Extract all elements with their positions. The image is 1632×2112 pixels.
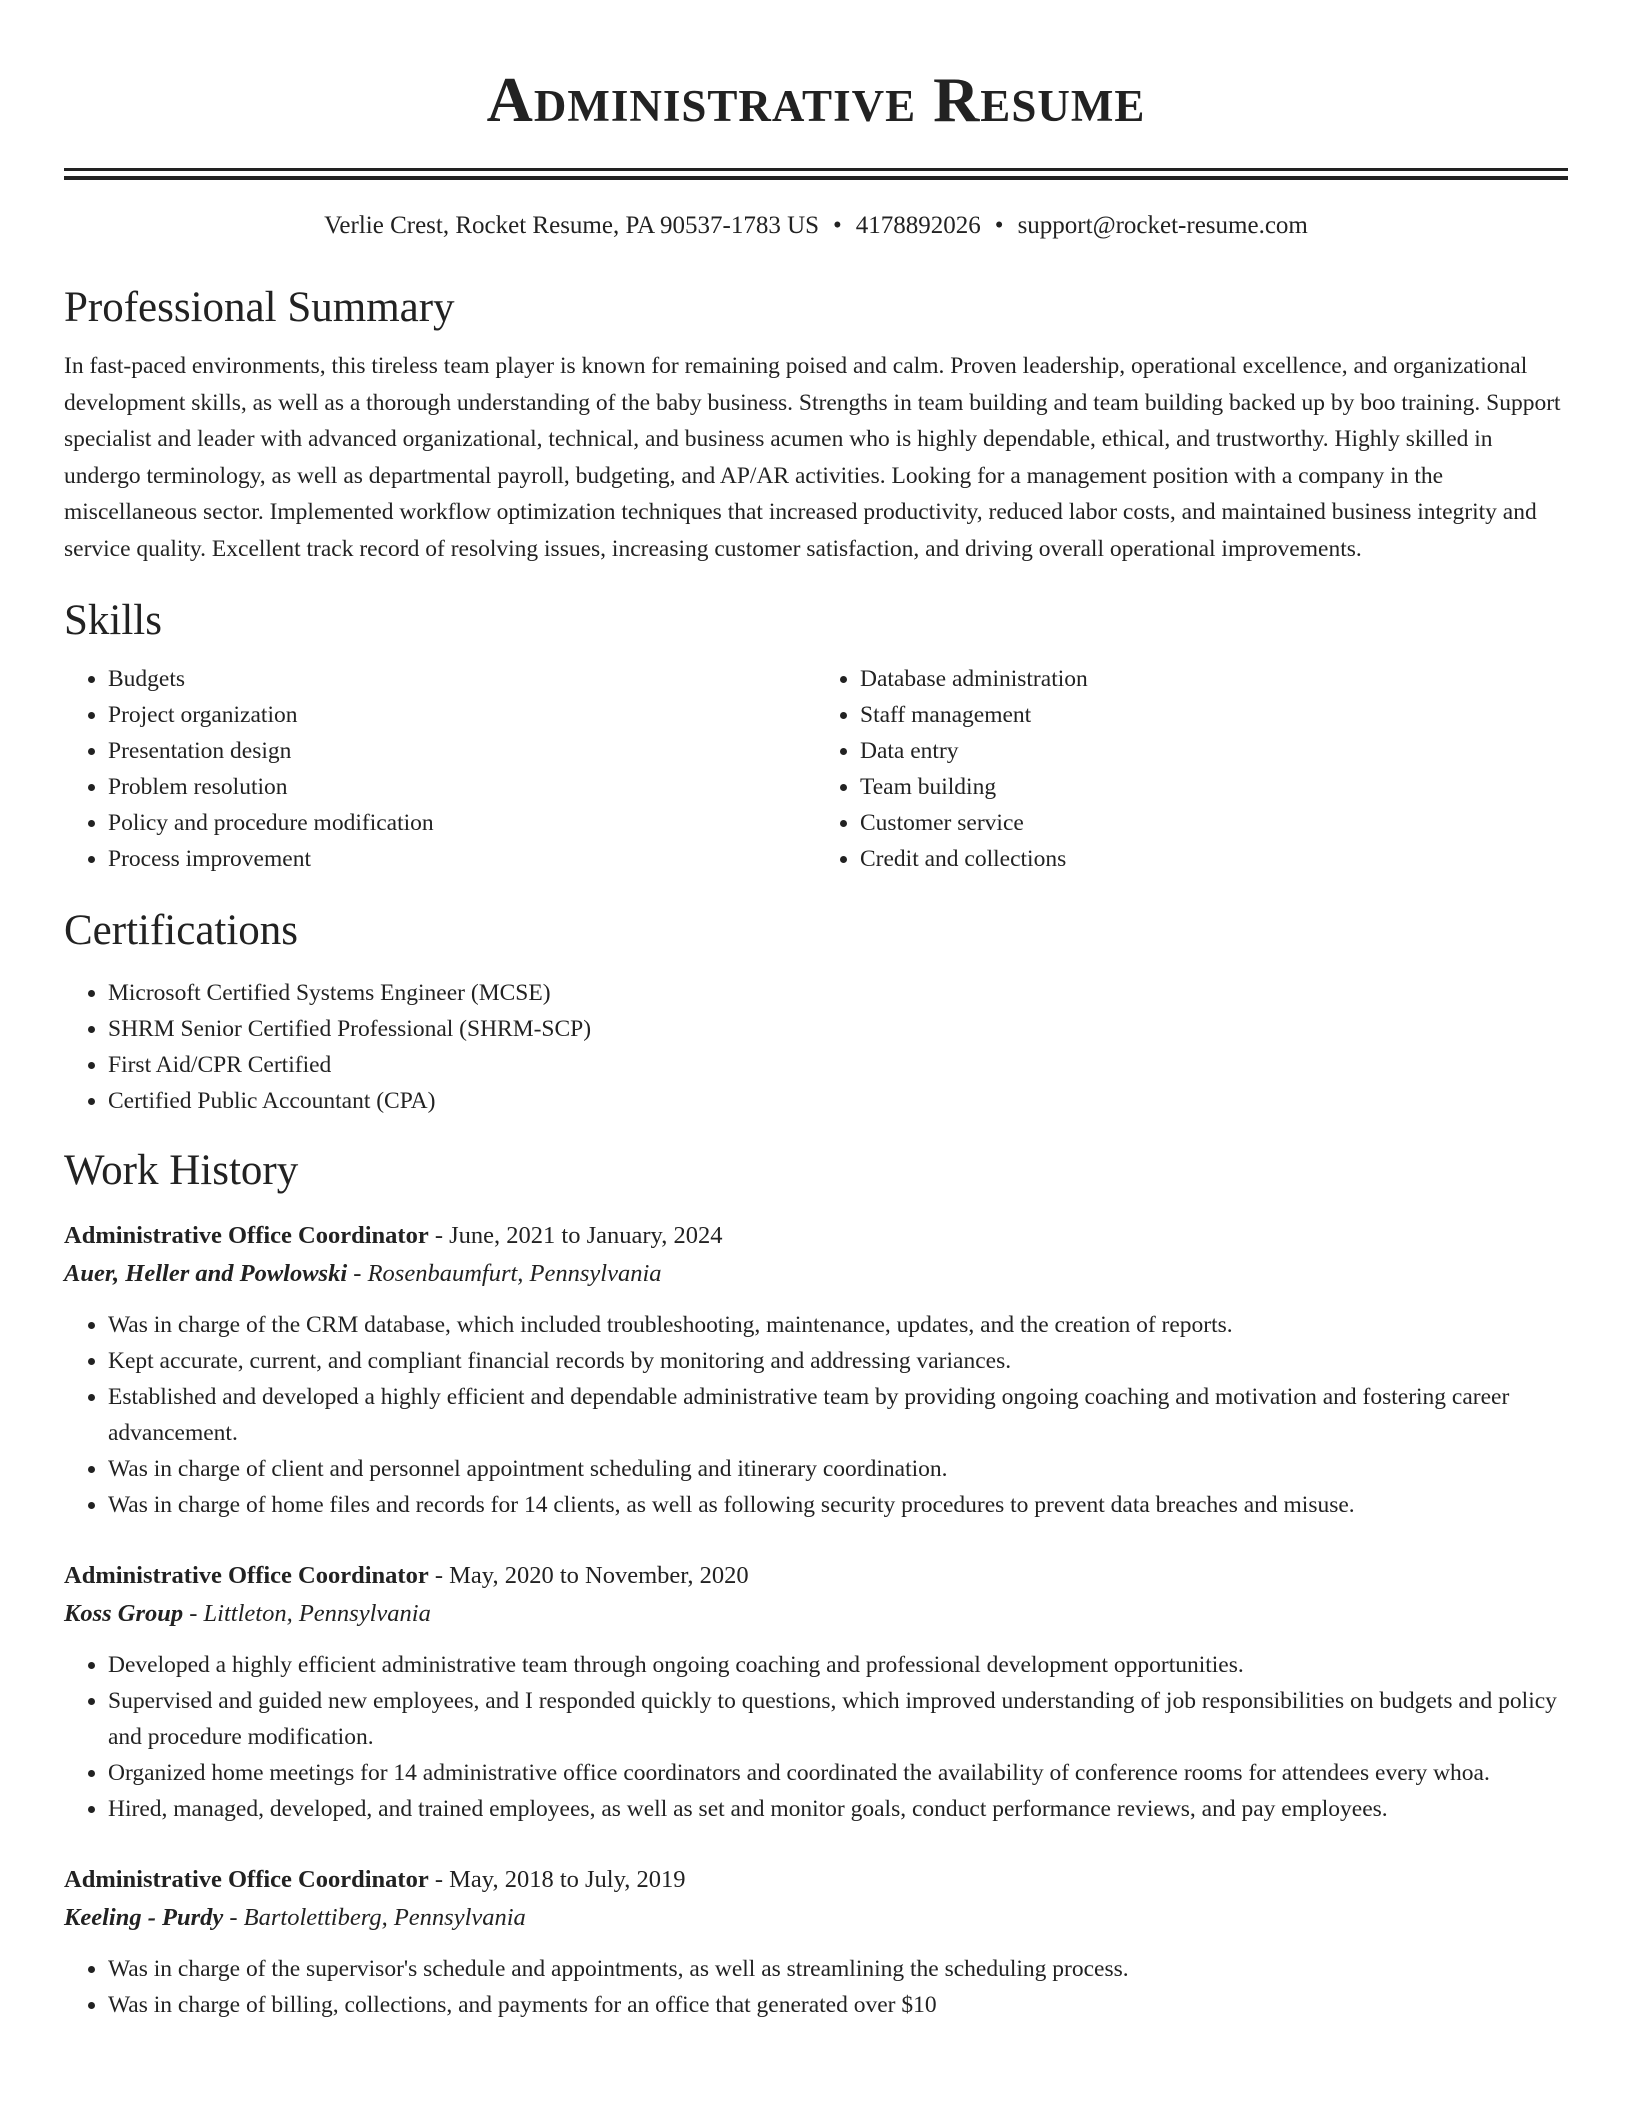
- page-title: Administrative Resume: [486, 64, 1146, 135]
- job-bullets: [64, 1951, 1568, 2023]
- job-title: Administrative Office Coordinator: [64, 1866, 429, 1893]
- contact-separator: •: [994, 212, 1004, 239]
- job-entry: [64, 1557, 1568, 1827]
- job-company: Koss Group: [64, 1600, 184, 1627]
- skills-columns: [64, 661, 1568, 877]
- job-company-line: [64, 1255, 1568, 1293]
- job-bullet: • Kept accurate, current, and compliant financial records by monitoring and addressing variances.: [108, 1343, 1568, 1379]
- job-bullet: • Was in charge of client and personnel appointment scheduling and itinerary coordination.: [108, 1451, 1568, 1487]
- work-history-heading: Work History: [64, 1147, 299, 1194]
- summary-heading: Professional Summary: [64, 284, 455, 331]
- job-location: - Bartolettiberg, Pennsylvania: [223, 1904, 526, 1931]
- job-title-line: [64, 1861, 1568, 1899]
- contact-address: Verlie Crest, Rocket Resume, PA 90537-1783 US: [324, 212, 820, 239]
- certifications-list: [64, 975, 1568, 1119]
- skill-item: • Budgets: [108, 661, 816, 697]
- job-company-line: [64, 1899, 1568, 1937]
- job-bullet: • Was in charge of the supervisor's schedule and appointments, as well as streamlining the scheduling process.: [108, 1951, 1568, 1987]
- skill-item: • Team building: [860, 769, 1568, 805]
- job-location: - Rosenbaumfurt, Pennsylvania: [347, 1260, 662, 1287]
- job-entry: [64, 1217, 1568, 1523]
- contact-separator: •: [833, 212, 842, 239]
- job-dates: - May, 2018 to July, 2019: [428, 1866, 686, 1893]
- certification-item: • Microsoft Certified Systems Engineer (MCSE): [108, 975, 1568, 1011]
- job-bullet: • Developed a highly efficient administrative team through ongoing coaching and professional development opportunities.: [108, 1647, 1568, 1683]
- job-company-line: [64, 1595, 1568, 1633]
- job-title-line: [64, 1557, 1568, 1595]
- contact-phone: 4178892026: [855, 212, 981, 239]
- title-divider-bottom: [64, 176, 1568, 180]
- skill-item: • Database administration: [860, 661, 1568, 697]
- skills-list-right: [816, 661, 1568, 877]
- job-bullets: [64, 1647, 1568, 1827]
- skills-list-left: [64, 661, 816, 877]
- certifications-heading: Certifications: [64, 907, 299, 954]
- job-bullet: • Organized home meetings for 14 administrative office coordinators and coordinated the availability of conference rooms for attendees every whoa.: [108, 1755, 1568, 1791]
- job-bullet: • Established and developed a highly efficient and dependable administrative team by providing ongoing coaching and motivation and fostering career advancement.: [108, 1379, 1568, 1451]
- skill-item: • Project organization: [108, 697, 816, 733]
- contact-line: [64, 210, 1568, 242]
- contact-email: support@rocket-resume.com: [1017, 212, 1308, 239]
- job-dates: - May, 2020 to November, 2020: [428, 1562, 749, 1589]
- job-location: - Littleton, Pennsylvania: [183, 1600, 431, 1627]
- job-bullets: [64, 1307, 1568, 1523]
- job-title: Administrative Office Coordinator: [64, 1222, 429, 1249]
- certifications-section: [64, 905, 1568, 1119]
- job-entry: [64, 1861, 1568, 2023]
- summary-section: [64, 282, 1568, 567]
- skill-item: • Policy and procedure modification: [108, 805, 816, 841]
- skill-item: • Credit and collections: [860, 841, 1568, 877]
- skill-item: • Staff management: [860, 697, 1568, 733]
- job-bullet: • Was in charge of the CRM database, which included troubleshooting, maintenance, updates, and the creation of reports.: [108, 1307, 1568, 1343]
- job-title: Administrative Office Coordinator: [64, 1562, 429, 1589]
- job-bullet: • Hired, managed, developed, and trained employees, as well as set and monitor goals, conduct performance reviews, and pay employees.: [108, 1791, 1568, 1827]
- work-history-section: [64, 1145, 1568, 2023]
- skills-section: [64, 595, 1568, 877]
- skill-item: • Presentation design: [108, 733, 816, 769]
- job-title-line: [64, 1217, 1568, 1255]
- job-bullet: • Supervised and guided new employees, and I responded quickly to questions, which improved understanding of job responsibilities on budgets and policy and procedure modification.: [108, 1683, 1568, 1755]
- certification-item: • SHRM Senior Certified Professional (SHRM-SCP): [108, 1011, 1568, 1047]
- skill-item: • Process improvement: [108, 841, 816, 877]
- job-bullet: • Was in charge of home files and records for 14 clients, as well as following security procedures to prevent data breaches and misuse.: [108, 1487, 1568, 1523]
- summary-text: In fast-paced environments, this tireless team player is known for remaining poised and calm. Proven leadership, operational excellence, and organizational development skills, as well as a thorough understanding of the baby business. Strengths in team building and team building backed up by boo training. Support specialist and leader with advanced organizational, technical, and business acumen who is highly dependable, ethical, and trustworthy. Highly skilled in undergo terminology, as well as departmental payroll, budgeting, and AP/AR activities. Looking for a management position with a company in the miscellaneous sector. Implemented workflow optimization techniques that increased productivity, reduced labor costs, and maintained business integrity and service quality. Excellent track record of resolving issues, increasing customer satisfaction, and driving overall operational improvements.: [64, 353, 1561, 562]
- certification-item: • Certified Public Accountant (CPA): [108, 1083, 1568, 1119]
- skills-heading: Skills: [64, 597, 162, 644]
- skill-item: • Data entry: [860, 733, 1568, 769]
- job-company: Auer, Heller and Powlowski: [64, 1260, 348, 1287]
- job-bullet: • Was in charge of billing, collections, and payments for an office that generated over $10: [108, 1987, 1568, 2023]
- job-company: Keeling - Purdy: [64, 1904, 224, 1931]
- title-divider-top: [64, 168, 1568, 171]
- skill-item: • Customer service: [860, 805, 1568, 841]
- skill-item: • Problem resolution: [108, 769, 816, 805]
- job-dates: - June, 2021 to January, 2024: [428, 1222, 723, 1249]
- resume-page: [64, 0, 1568, 2023]
- certification-item: • First Aid/CPR Certified: [108, 1047, 1568, 1083]
